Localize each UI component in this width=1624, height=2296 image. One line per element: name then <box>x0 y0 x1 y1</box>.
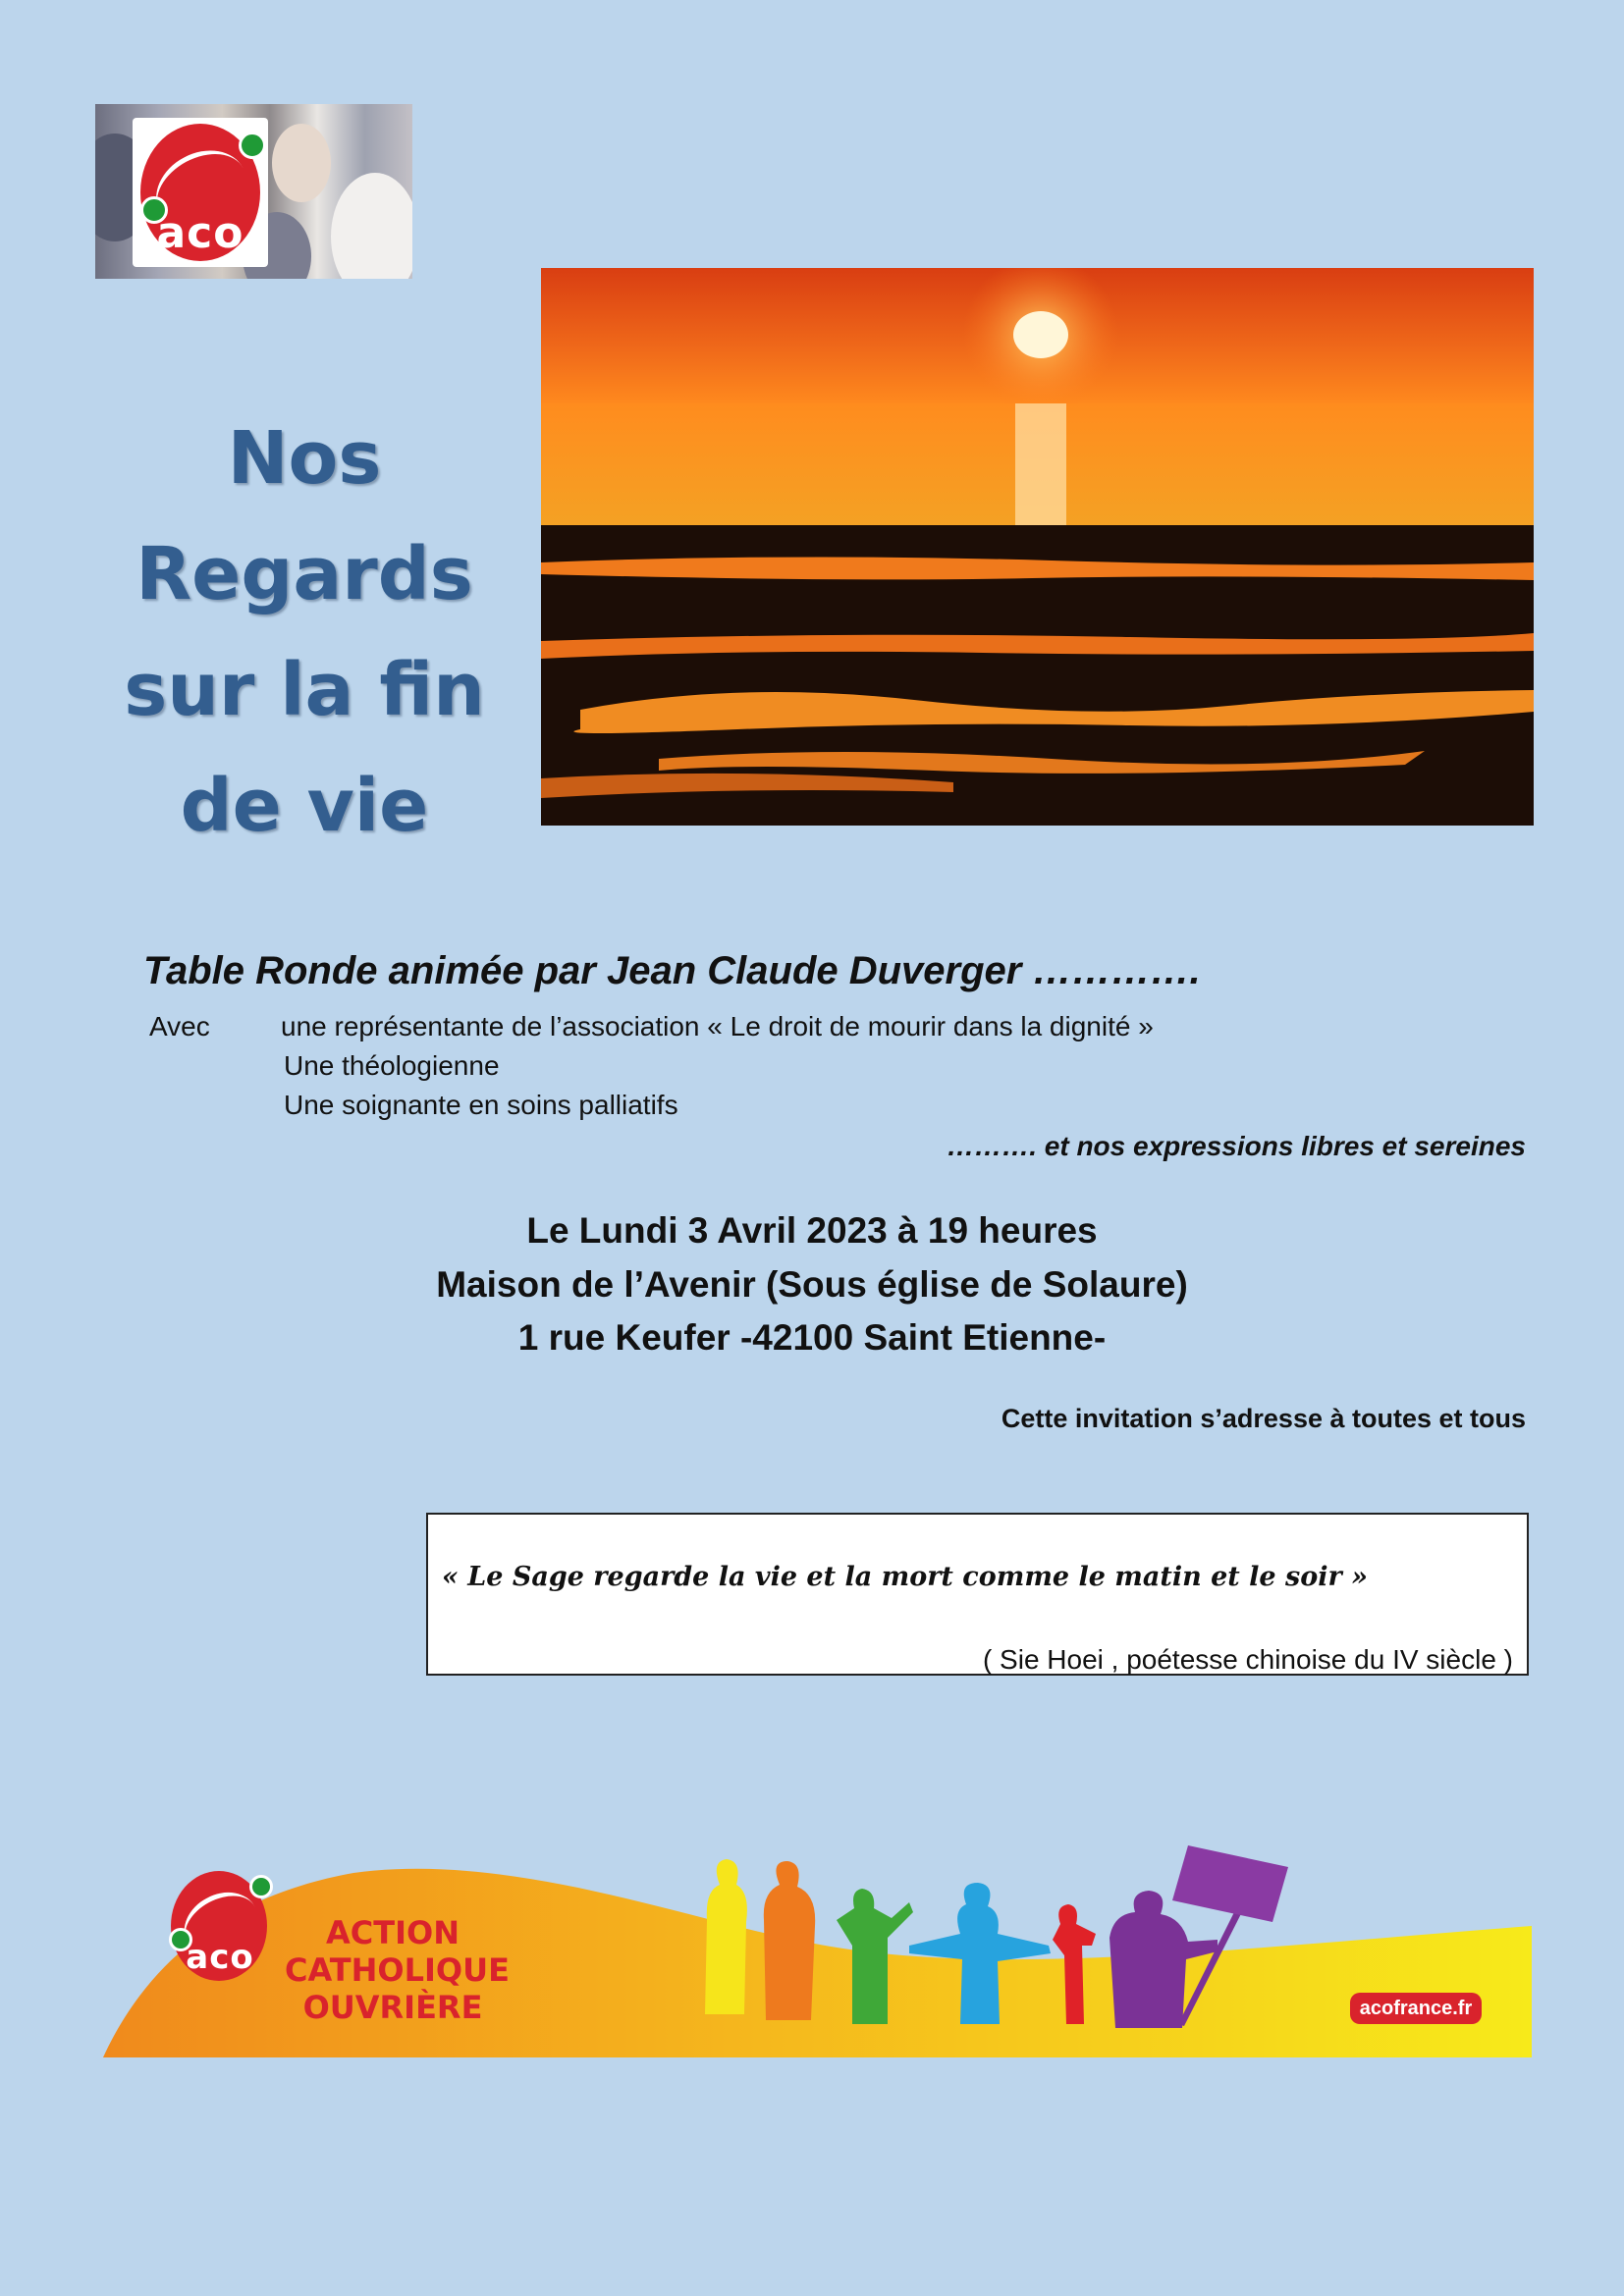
brand-line: OUVRIÈRE <box>302 1989 483 2026</box>
hero-title-line: sur la fin <box>124 648 485 732</box>
hero-title-line: Regards <box>135 532 473 616</box>
aco-logo-text: aco <box>156 208 244 258</box>
aco-logo-tile <box>95 104 412 279</box>
event-place: Maison de l’Avenir (Sous église de Solaure) <box>436 1264 1188 1305</box>
banner-logo-box <box>167 1869 273 1985</box>
event-date: Le Lundi 3 Avril 2023 à 19 heures <box>526 1210 1098 1251</box>
invitation-note: Cette invitation s’adresse à toutes et tous <box>1001 1404 1526 1433</box>
quote-text: « Le Sage regarde la vie et la mort comme le matin et le soir » <box>442 1562 1368 1592</box>
brand-line: CATHOLIQUE <box>285 1951 510 1989</box>
event-address: 1 rue Keufer -42100 Saint Etienne- <box>517 1317 1107 1358</box>
quote-box <box>426 1513 1529 1676</box>
guest-line: Une soignante en soins palliatifs <box>284 1090 678 1120</box>
guest-line: une représentante de l’association « Le droit de mourir dans la dignité » <box>281 1011 1154 1041</box>
with-label: Avec <box>149 1011 210 1041</box>
quote-author: ( Sie Hoei , poétesse chinoise du IV siècle ) <box>982 1644 1513 1675</box>
banner-aco-logo <box>167 1869 273 1985</box>
hero-title <box>118 400 491 864</box>
banner-brand-name <box>285 1914 510 2026</box>
hero-title-line: Nos <box>227 416 382 501</box>
expressions-line: ………. et nos expressions libres et sereines <box>947 1131 1526 1161</box>
guest-line: Une théologienne <box>284 1050 500 1081</box>
hero-title-line: de vie <box>180 764 429 848</box>
website-badge[interactable]: acofrance.fr <box>1350 1993 1482 2024</box>
banner-logo-text: aco <box>186 1938 254 1977</box>
table-ronde-heading: Table Ronde animée par Jean Claude Duverger …………. <box>143 949 1201 992</box>
brand-line: ACTION <box>326 1914 460 1951</box>
sunset-photo <box>541 268 1534 826</box>
aco-logo <box>133 118 268 267</box>
